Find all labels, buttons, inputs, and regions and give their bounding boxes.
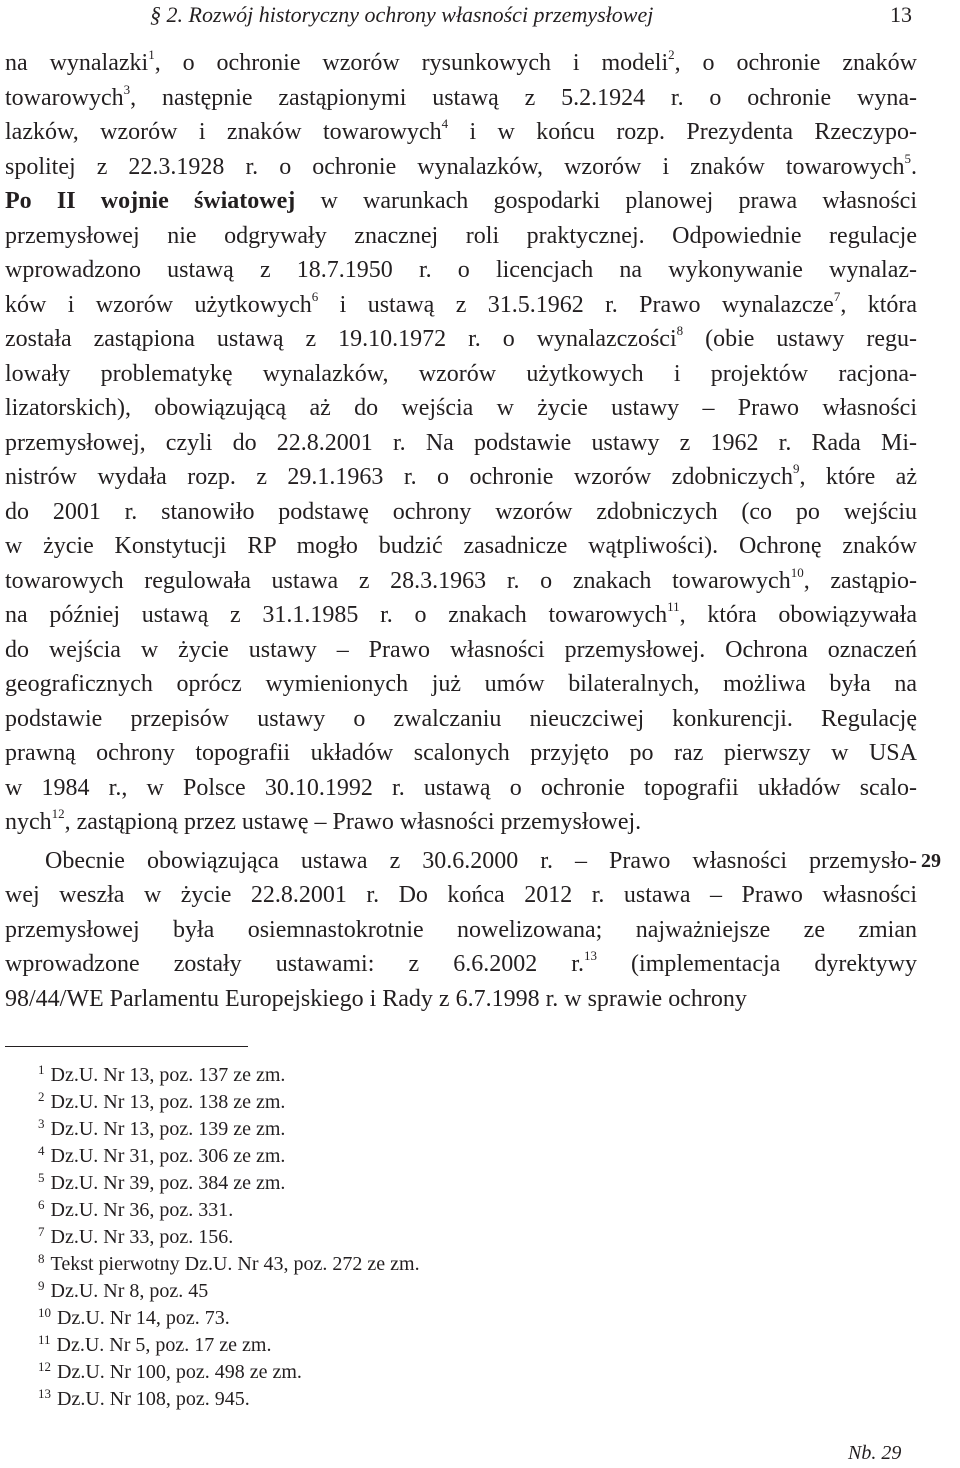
footnote-item	[38, 1089, 420, 1116]
text-line	[5, 184, 917, 219]
footnote-text: Dz.U. Nr 31, poz. 306 ze zm.	[50, 1145, 286, 1167]
footnote-text: Dz.U. Nr 108, poz. 945.	[57, 1388, 250, 1410]
text-run: , zastąpioną przez ustawę – Prawo własności przemysłowej.	[64, 809, 642, 835]
footnote-number: 4	[38, 1143, 45, 1158]
text-line	[5, 771, 917, 806]
footnote-item	[38, 1170, 420, 1197]
footnote-number: 13	[38, 1386, 51, 1401]
footnote-number: 7	[38, 1224, 45, 1239]
text-run: i ustawą z 31.5.1962 r. Prawo wynalazcze	[318, 291, 834, 318]
footnote-item	[38, 1116, 420, 1143]
footnote-text: Dz.U. Nr 13, poz. 139 ze zm.	[50, 1118, 286, 1140]
footnote-text: Dz.U. Nr 36, poz. 331.	[50, 1199, 234, 1221]
text-run: na wynalazki	[5, 50, 149, 76]
paragraph-2	[5, 844, 917, 1017]
text-line	[5, 81, 917, 116]
text-run: , zastąpio-	[803, 567, 918, 594]
text-run: lizatorskich), obowiązującą aż do wejścia w życie ustawy – Prawo własności	[5, 395, 917, 421]
text-run: do 2001 r. stanowiło podstawę ochrony wzorów zdobniczych (co po wejściu	[5, 498, 917, 525]
text-run: 98/44/WE Parlamentu Europejskiego i Rady z 6.7.1998 r. w sprawie ochrony	[5, 985, 747, 1012]
text-run: lazków, wzorów i znaków towarowych	[5, 119, 442, 145]
footnote-number: 10	[38, 1305, 51, 1320]
text-line	[5, 426, 917, 461]
text-run: wprowadzono ustawą z 18.7.1950 r. o licencjach na wykonywanie wynalaz-	[5, 257, 917, 283]
text-run: została zastąpiona ustawą z 19.10.1972 r. o wynalazczości	[5, 326, 677, 352]
page-number: 13	[890, 2, 912, 27]
text-run: prawną ochrony topografii układów scalonych przyjęto po raz pierwszy w USA	[5, 740, 917, 766]
footnote-ref: 6	[311, 288, 319, 304]
footnote-text: Dz.U. Nr 8, poz. 45	[50, 1280, 209, 1302]
text-line	[5, 495, 917, 530]
text-run: podstawie przepisów ustawy o zwalczaniu nieuczciwej konkurencji. Regulację	[5, 705, 917, 732]
text-line	[5, 288, 917, 323]
footnote-ref: 9	[792, 461, 800, 476]
footnote-number: 11	[38, 1332, 51, 1347]
footnote-text: Dz.U. Nr 39, poz. 384 ze zm.	[50, 1172, 286, 1194]
footnote-number: 3	[38, 1116, 45, 1131]
footnote-ref: 5	[904, 150, 911, 166]
footnote-text: Dz.U. Nr 14, poz. 73.	[57, 1307, 230, 1329]
text-run: przemysłowej nie odgrywały znacznej roli praktycznej. Odpowiednie regulacje	[5, 222, 917, 249]
text-line	[5, 357, 917, 392]
footnote-item	[38, 1386, 420, 1413]
bold-phrase: Po II wojnie światowej	[5, 188, 296, 214]
text-line	[5, 913, 917, 948]
margin-number: 29	[921, 850, 941, 872]
text-run: , następnie zastąpionymi ustawą z 5.2.1924 r. o ochronie wyna-	[130, 84, 917, 111]
text-line	[5, 633, 917, 668]
text-run: (implementacja dyrektywy	[596, 951, 918, 977]
footnote-item	[38, 1062, 420, 1089]
footnote-number: 1	[38, 1062, 45, 1077]
footnote-item	[38, 1143, 420, 1170]
footnote-text: Tekst pierwotny Dz.U. Nr 43, poz. 272 ze zm.	[50, 1253, 420, 1275]
text-run: nych	[5, 809, 52, 835]
text-line	[5, 529, 917, 564]
footnote-item	[38, 1197, 420, 1224]
footnote-ref: 2	[668, 47, 675, 62]
footnote-text: Dz.U. Nr 5, poz. 17 ze zm.	[56, 1334, 272, 1356]
text-line	[5, 564, 917, 599]
text-run: , która obowiązywała	[679, 602, 918, 628]
footnote-item	[38, 1359, 420, 1386]
text-run: , która	[840, 291, 918, 318]
text-line	[5, 322, 917, 357]
marginal-number-footer: Nb. 29	[848, 1442, 902, 1464]
text-run: spolitej z 22.3.1928 r. o ochronie wynalazków, wzorów i znaków towarowych	[5, 153, 905, 180]
text-line	[5, 460, 917, 495]
text-run: , o ochronie wzorów rysunkowych i modeli	[154, 50, 669, 76]
text-run: Obecnie obowiązująca ustawa z 30.6.2000 r. – Prawo własności przemysło-	[45, 847, 917, 874]
text-line	[5, 150, 917, 185]
text-run: na później ustawą z 31.1.1985 r. o znakach towarowych	[5, 602, 668, 628]
body-text	[5, 46, 917, 1016]
paragraph-1	[5, 46, 917, 840]
text-line	[5, 805, 917, 840]
text-run: przemysłowej, czyli do 22.8.2001 r. Na podstawie ustawy z 1962 r. Rada Mi-	[5, 429, 917, 456]
footnote-text: Dz.U. Nr 100, poz. 498 ze zm.	[57, 1361, 302, 1383]
footnote-number: 8	[38, 1251, 45, 1266]
footnote-item	[38, 1305, 420, 1332]
footnote-text: Dz.U. Nr 13, poz. 138 ze zm.	[50, 1091, 286, 1113]
footnote-text: Dz.U. Nr 13, poz. 137 ze zm.	[50, 1064, 286, 1086]
text-run: , o ochronie znaków	[674, 50, 917, 76]
text-line	[5, 736, 917, 771]
footnote-ref: 3	[123, 81, 131, 97]
text-line	[5, 253, 917, 288]
text-line	[5, 878, 917, 913]
footnote-item	[38, 1278, 420, 1305]
text-run: ków i wzorów użytkowych	[5, 291, 312, 318]
footnote-ref: 7	[833, 288, 841, 304]
text-run: geograficznych oprócz wymienionych już umów bilateralnych, możliwa była na	[5, 671, 917, 697]
text-line	[5, 947, 917, 982]
text-run: wprowadzone zostały ustawami: z 6.6.2002 r.	[5, 951, 584, 977]
text-run: przemysłowej była osiemnastokrotnie nowelizowana; najważniejsze ze zmian	[5, 916, 917, 943]
footnote-number: 6	[38, 1197, 45, 1212]
text-line	[5, 219, 917, 254]
running-title: § 2. Rozwój historyczny ochrony własności przemysłowej	[150, 2, 654, 27]
text-run: w warunkach gospodarki planowej prawa własności	[295, 188, 917, 214]
text-line	[5, 598, 917, 633]
footnote-ref: 8	[676, 323, 684, 338]
text-run: lowały problematykę wynalazków, wzorów użytkowych i projektów racjona-	[5, 360, 917, 387]
text-line	[5, 844, 917, 879]
text-run: w życie Konstytucji RP mogło budzić zasadnicze wątpliwości). Ochronę znaków	[5, 533, 917, 559]
text-run: do wejścia w życie ustawy – Prawo własności przemysłowej. Ochrona oznaczeń	[5, 636, 917, 663]
footnote-text: Dz.U. Nr 33, poz. 156.	[50, 1226, 234, 1248]
text-run: .	[911, 153, 917, 180]
footnote-ref: 1	[148, 47, 155, 62]
footnote-item	[38, 1224, 420, 1251]
footnote-number: 2	[38, 1089, 45, 1104]
footnote-ref: 4	[441, 116, 449, 131]
footnotes-list	[38, 1062, 420, 1413]
text-run: nistrów wydała rozp. z 29.1.1963 r. o ochronie wzorów zdobniczych	[5, 464, 793, 490]
footnote-ref: 13	[583, 948, 597, 963]
footnote-divider	[5, 1046, 248, 1047]
footnote-number: 9	[38, 1278, 45, 1293]
footnote-number: 5	[38, 1170, 45, 1185]
text-run: w 1984 r., w Polsce 30.10.1992 r. ustawą o ochronie topografii układów scalo-	[5, 774, 917, 801]
text-line	[5, 391, 917, 426]
footnote-ref: 12	[51, 806, 65, 821]
text-run: towarowych regulowała ustawa z 28.3.1963 r. o znakach towarowych	[5, 567, 791, 594]
footnote-item	[38, 1332, 420, 1359]
text-line	[5, 982, 917, 1017]
footnote-item	[38, 1251, 420, 1278]
text-line	[5, 667, 917, 702]
text-line	[5, 115, 917, 150]
text-run: , które aż	[799, 464, 917, 490]
text-run: (obie ustawy regu-	[683, 326, 917, 352]
footnote-ref: 11	[667, 599, 680, 614]
text-line	[5, 702, 917, 737]
text-run: towarowych	[5, 84, 124, 111]
footnote-ref: 10	[790, 564, 804, 580]
page-header	[0, 0, 960, 40]
text-run: wej weszła w życie 22.8.2001 r. Do końca 2012 r. ustawa – Prawo własności	[5, 882, 917, 908]
footnote-number: 12	[38, 1359, 51, 1374]
text-run: i w końcu rozp. Prezydenta Rzeczypo-	[448, 119, 917, 145]
text-line	[5, 46, 917, 81]
